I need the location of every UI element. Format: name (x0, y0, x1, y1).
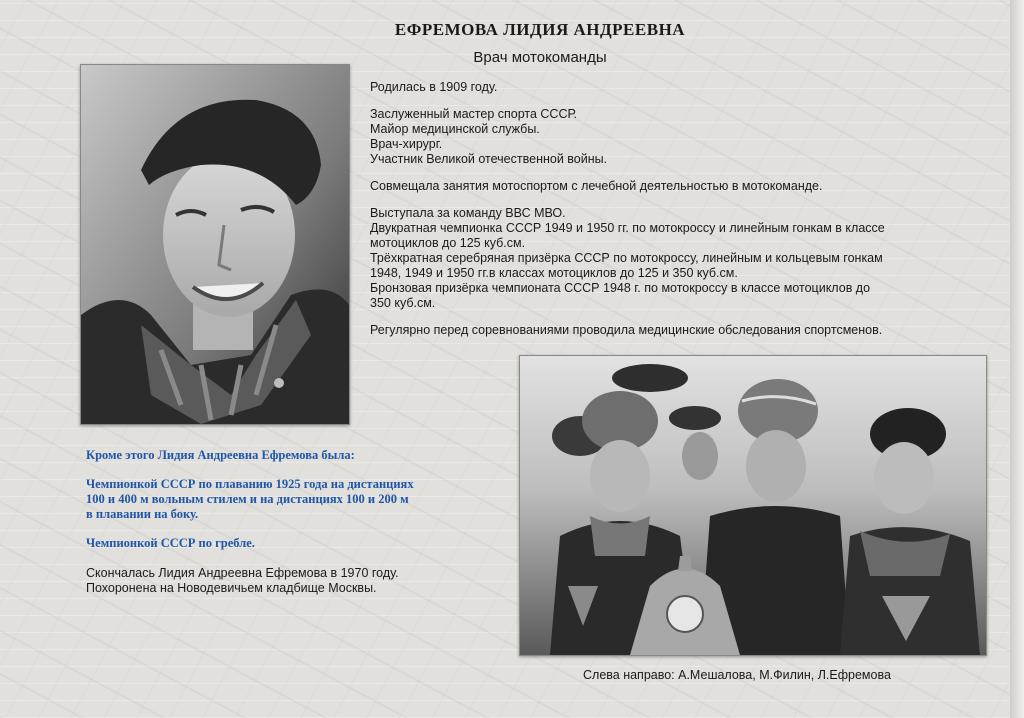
result-line: Бронзовая призёрка чемпионата СССР 1948 г. по мотокроссу в классе мотоциклов до (370, 281, 871, 295)
results-block (370, 206, 980, 311)
page-subtitle: Врач мотокоманды (473, 49, 607, 66)
result-line: Трёхкратная серебряная призёрка СССР по мотокроссу, линейным и кольцевым гонкам (370, 251, 883, 265)
death-line: Скончалась Лидия Андреевна Ефремова в 1970 году. (86, 566, 399, 580)
group-illustration (520, 356, 986, 655)
portrait-illustration (81, 65, 349, 424)
result-line: Выступала за команду ВВС МВО. (370, 206, 566, 220)
burial-line: Похоронена на Новодевичьем кладбище Москвы. (86, 581, 377, 595)
title-line: Заслуженный мастер спорта СССР. (370, 107, 577, 121)
birth-line: Родилась в 1909 году. (370, 80, 498, 94)
result-line: мотоциклов до 125 куб.см. (370, 236, 526, 250)
result-line: Двукратная чемпионка СССР 1949 и 1950 гг. по мотокроссу и линейным гонкам в классе (370, 221, 885, 235)
portrait-photo (80, 64, 350, 425)
page-title: ЕФРЕМОВА ЛИДИЯ АНДРЕЕВНА (394, 20, 686, 39)
title-line: Майор медицинской службы. (370, 122, 540, 136)
swimming-line: 100 и 400 м вольным стилем и на дистанциях 100 и 200 м (86, 492, 409, 506)
extra-achievements (86, 448, 506, 565)
group-photo (519, 355, 987, 656)
board-edge (1010, 0, 1024, 718)
title-line: Врач-хирург. (370, 137, 443, 151)
biography-text (370, 80, 980, 350)
medical-line: Регулярно перед соревнованиями проводила медицинские обследования спортсменов. (370, 323, 883, 337)
combined-line: Совмещала занятия мотоспортом с лечебной деятельностью в мотокоманде. (370, 179, 823, 193)
extra-intro: Кроме этого Лидия Андреевна Ефремова была: (86, 448, 355, 462)
swimming-line: в плавании на боку. (86, 507, 199, 521)
rowing-line: Чемпионкой СССР по гребле. (86, 536, 255, 550)
death-note (86, 566, 506, 596)
result-line: 1948, 1949 и 1950 гг.в классах мотоциклов до 125 и 350 куб.см. (370, 266, 738, 280)
titles-block (370, 107, 980, 167)
title-line: Участник Великой отечественной войны. (370, 152, 608, 166)
result-line: 350 куб.см. (370, 296, 436, 310)
swimming-block (86, 477, 506, 522)
photo-caption: Слева направо: А.Мешалова, М.Филин, Л.Ефремова (583, 668, 891, 682)
swimming-line: Чемпионкой СССР по плаванию 1925 года на дистанциях (86, 477, 414, 491)
